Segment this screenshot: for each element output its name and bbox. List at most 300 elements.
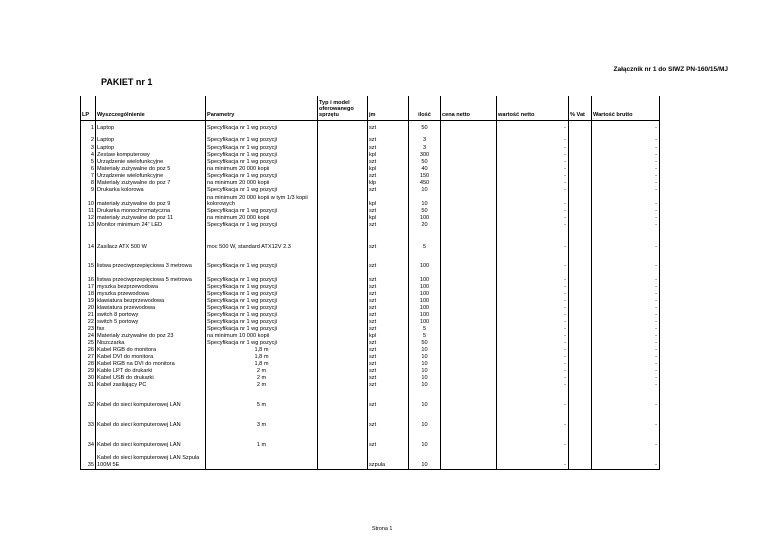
row-unit: szt <box>368 291 409 298</box>
row-net-value: - <box>497 333 569 340</box>
row-gross-value: - <box>592 194 660 208</box>
row-name: myszka przewodowa <box>96 291 206 298</box>
table-row <box>81 194 660 208</box>
row-product <box>318 368 368 375</box>
row-product <box>318 270 368 284</box>
row-qty: 100 <box>409 284 441 291</box>
row-params <box>206 449 318 469</box>
row-product <box>318 144 368 152</box>
table-row <box>81 319 660 326</box>
row-product <box>318 187 368 194</box>
row-net-value: - <box>497 229 569 251</box>
row-lp: 26 <box>81 347 96 354</box>
row-net-price <box>441 312 497 319</box>
row-net-price <box>441 180 497 187</box>
row-name: Zestaw komputerowy <box>96 152 206 159</box>
row-net-price <box>441 120 497 132</box>
table-row <box>81 166 660 173</box>
row-product <box>318 333 368 340</box>
row-qty: 10 <box>409 347 441 354</box>
row-product <box>318 166 368 173</box>
row-params: Specyfikacja nr 1 wg pozycji <box>206 326 318 333</box>
table-row <box>81 449 660 469</box>
row-qty: 100 <box>409 312 441 319</box>
row-qty: 10 <box>409 194 441 208</box>
table-row <box>81 159 660 166</box>
row-product <box>318 429 368 449</box>
row-product <box>318 132 368 144</box>
row-net-value: - <box>497 375 569 382</box>
row-vat <box>569 166 592 173</box>
row-product <box>318 215 368 222</box>
row-name: Urządzenie wielofunkcyjne <box>96 173 206 180</box>
row-unit: szt <box>368 159 409 166</box>
row-net-value: - <box>497 251 569 270</box>
row-params: 3 m <box>206 409 318 429</box>
row-net-price <box>441 194 497 208</box>
row-vat <box>569 389 592 409</box>
row-qty: 10 <box>409 368 441 375</box>
row-net-value: - <box>497 340 569 347</box>
row-net-price <box>441 389 497 409</box>
row-unit: klp <box>368 180 409 187</box>
row-name: Laptop <box>96 144 206 152</box>
table-row <box>81 215 660 222</box>
row-net-value: - <box>497 409 569 429</box>
row-unit: kpl <box>368 194 409 208</box>
row-net-value: - <box>497 361 569 368</box>
row-net-value: - <box>497 152 569 159</box>
row-net-value: - <box>497 222 569 229</box>
table-row <box>81 354 660 361</box>
row-net-price <box>441 222 497 229</box>
col-lp: LP <box>81 96 96 120</box>
row-name: Kabel USB do drukarki <box>96 375 206 382</box>
row-unit: szt <box>368 120 409 132</box>
table-row <box>81 340 660 347</box>
row-params: 2 m <box>206 382 318 389</box>
row-gross-value: - <box>592 354 660 361</box>
row-net-value: - <box>497 187 569 194</box>
row-name: myszka bezprzewodowa <box>96 284 206 291</box>
row-unit: kpl <box>368 152 409 159</box>
row-product <box>318 298 368 305</box>
row-lp: 7 <box>81 173 96 180</box>
row-lp: 34 <box>81 429 96 449</box>
row-vat <box>569 298 592 305</box>
row-net-value: - <box>497 389 569 409</box>
row-lp: 13 <box>81 222 96 229</box>
row-lp: 29 <box>81 368 96 375</box>
row-net-value: - <box>497 298 569 305</box>
row-product <box>318 382 368 389</box>
table-row <box>81 187 660 194</box>
table-row <box>81 312 660 319</box>
row-vat <box>569 354 592 361</box>
table-row <box>81 429 660 449</box>
row-net-value: - <box>497 159 569 166</box>
row-qty: 5 <box>409 229 441 251</box>
row-name: Laptop <box>96 132 206 144</box>
row-product <box>318 284 368 291</box>
row-lp: 2 <box>81 132 96 144</box>
row-net-value: - <box>497 319 569 326</box>
row-params: moc 500 W, standard ATX12V 2.3 <box>206 229 318 251</box>
row-lp: 23 <box>81 326 96 333</box>
row-qty: 10 <box>409 429 441 449</box>
row-params: Specyfikacja nr 1 wg pozycji <box>206 152 318 159</box>
row-lp: 35 <box>81 449 96 469</box>
row-net-value: - <box>497 144 569 152</box>
table-row <box>81 347 660 354</box>
row-net-value: - <box>497 312 569 319</box>
row-params: 2 m <box>206 368 318 375</box>
row-params: na minimum 10 000 kopii <box>206 333 318 340</box>
row-product <box>318 159 368 166</box>
row-vat <box>569 347 592 354</box>
row-qty: 100 <box>409 215 441 222</box>
table-row <box>81 382 660 389</box>
row-product <box>318 229 368 251</box>
row-gross-value: - <box>592 144 660 152</box>
row-qty: 10 <box>409 389 441 409</box>
row-params: Specyfikacja nr 1 wg pozycji <box>206 144 318 152</box>
row-product <box>318 326 368 333</box>
row-net-price <box>441 229 497 251</box>
row-product <box>318 409 368 429</box>
table-row <box>81 326 660 333</box>
row-vat <box>569 361 592 368</box>
row-vat <box>569 270 592 284</box>
row-qty: 100 <box>409 305 441 312</box>
row-net-value: - <box>497 305 569 312</box>
row-qty: 50 <box>409 208 441 215</box>
row-params: Specyfikacja nr 1 wg pozycji <box>206 132 318 144</box>
row-qty: 10 <box>409 382 441 389</box>
row-product <box>318 251 368 270</box>
table-row <box>81 361 660 368</box>
row-vat <box>569 333 592 340</box>
row-qty: 10 <box>409 361 441 368</box>
row-gross-value: - <box>592 319 660 326</box>
row-lp: 1 <box>81 120 96 132</box>
row-qty: 10 <box>409 375 441 382</box>
row-unit: szt <box>368 312 409 319</box>
col-qty: ilość <box>409 96 441 120</box>
row-unit: szt <box>368 347 409 354</box>
row-params: Specyfikacja nr 1 wg pozycji <box>206 173 318 180</box>
row-gross-value: - <box>592 312 660 319</box>
row-net-price <box>441 368 497 375</box>
row-net-value: - <box>497 382 569 389</box>
row-product <box>318 173 368 180</box>
table-row <box>81 132 660 144</box>
row-gross-value: - <box>592 291 660 298</box>
row-lp: 17 <box>81 284 96 291</box>
row-qty: 150 <box>409 173 441 180</box>
row-gross-value: - <box>592 361 660 368</box>
row-net-price <box>441 347 497 354</box>
row-params: Specyfikacja nr 1 wg pozycji <box>206 298 318 305</box>
row-qty: 100 <box>409 251 441 270</box>
row-vat <box>569 152 592 159</box>
row-lp: 22 <box>81 319 96 326</box>
row-gross-value: - <box>592 208 660 215</box>
row-net-price <box>441 319 497 326</box>
row-lp: 15 <box>81 251 96 270</box>
row-product <box>318 152 368 159</box>
row-unit: szt <box>368 319 409 326</box>
col-vat: % Vat <box>569 96 592 120</box>
row-qty: 3 <box>409 132 441 144</box>
row-gross-value: - <box>592 187 660 194</box>
row-params: na minimum 20 000 kopii <box>206 180 318 187</box>
row-lp: 21 <box>81 312 96 319</box>
row-vat <box>569 409 592 429</box>
row-params: 1,8 m <box>206 347 318 354</box>
row-net-price <box>441 298 497 305</box>
row-net-price <box>441 152 497 159</box>
row-lp: 16 <box>81 270 96 284</box>
row-product <box>318 291 368 298</box>
row-vat <box>569 132 592 144</box>
row-product <box>318 389 368 409</box>
row-name: Kabel RGB na DVI do monitora <box>96 361 206 368</box>
row-params: Specyfikacja nr 1 wg pozycji <box>206 312 318 319</box>
row-product <box>318 222 368 229</box>
items-table <box>80 96 660 470</box>
row-qty: 100 <box>409 270 441 284</box>
row-qty: 450 <box>409 180 441 187</box>
row-gross-value: - <box>592 222 660 229</box>
row-product <box>318 375 368 382</box>
row-lp: 14 <box>81 229 96 251</box>
table-row <box>81 251 660 270</box>
row-name: Materiały zużywalne do poz 5 <box>96 166 206 173</box>
row-gross-value: - <box>592 298 660 305</box>
row-params: Specyfikacja nr 1 wg pozycji <box>206 284 318 291</box>
row-net-value: - <box>497 194 569 208</box>
table-row <box>81 120 660 132</box>
row-unit: szt <box>368 305 409 312</box>
row-net-price <box>441 173 497 180</box>
row-qty: 10 <box>409 449 441 469</box>
row-qty: 100 <box>409 291 441 298</box>
table-row <box>81 389 660 409</box>
row-net-value: - <box>497 208 569 215</box>
row-lp: 27 <box>81 354 96 361</box>
row-product <box>318 180 368 187</box>
table-body <box>81 120 660 469</box>
row-name: Kabel RGB do monitora <box>96 347 206 354</box>
row-qty: 10 <box>409 354 441 361</box>
row-name: Kabel DVI do monitora <box>96 354 206 361</box>
row-vat <box>569 382 592 389</box>
row-net-price <box>441 305 497 312</box>
row-gross-value: - <box>592 340 660 347</box>
row-net-value: - <box>497 215 569 222</box>
row-product <box>318 354 368 361</box>
row-net-price <box>441 132 497 144</box>
row-unit: szt <box>368 208 409 215</box>
row-params: Specyfikacja nr 1 wg pozycji <box>206 291 318 298</box>
row-lp: 12 <box>81 215 96 222</box>
row-net-price <box>441 144 497 152</box>
row-gross-value: - <box>592 347 660 354</box>
row-net-price <box>441 361 497 368</box>
row-product <box>318 120 368 132</box>
row-gross-value: - <box>592 449 660 469</box>
row-name: Urządzenie wielofunkcyjne <box>96 159 206 166</box>
table-header-row <box>81 96 660 120</box>
row-unit: szt <box>368 187 409 194</box>
row-name: materiały zużywalne do poz 9 <box>96 194 206 208</box>
row-lp: 18 <box>81 291 96 298</box>
row-lp: 33 <box>81 409 96 429</box>
table-row <box>81 409 660 429</box>
row-product <box>318 449 368 469</box>
row-net-price <box>441 375 497 382</box>
row-unit: szt <box>368 173 409 180</box>
row-vat <box>569 120 592 132</box>
row-params: Specyfikacja nr 1 wg pozycji <box>206 340 318 347</box>
row-lp: 4 <box>81 152 96 159</box>
row-params: Specyfikacja nr 1 wg pozycji <box>206 120 318 132</box>
row-gross-value: - <box>592 120 660 132</box>
row-gross-value: - <box>592 215 660 222</box>
row-qty: 3 <box>409 144 441 152</box>
row-gross-value: - <box>592 429 660 449</box>
table-row <box>81 208 660 215</box>
row-name: Kabel zasilający PC <box>96 382 206 389</box>
row-params: 1,8 m <box>206 361 318 368</box>
row-qty: 10 <box>409 187 441 194</box>
row-name: switch 5 portowy <box>96 319 206 326</box>
row-name: Laptop <box>96 120 206 132</box>
row-net-price <box>441 251 497 270</box>
row-lp: 19 <box>81 298 96 305</box>
table-row <box>81 180 660 187</box>
table-row <box>81 229 660 251</box>
page-number: Strona 1 <box>372 526 393 532</box>
row-gross-value: - <box>592 375 660 382</box>
row-vat <box>569 305 592 312</box>
row-name: Drukarka kolorowa <box>96 187 206 194</box>
row-lp: 28 <box>81 361 96 368</box>
row-net-price <box>441 208 497 215</box>
row-params: 1 m <box>206 429 318 449</box>
row-gross-value: - <box>592 180 660 187</box>
row-product <box>318 347 368 354</box>
col-net-value: wartość netto <box>497 96 569 120</box>
row-gross-value: - <box>592 166 660 173</box>
row-name: klawiatura bezprzewodowa <box>96 298 206 305</box>
row-params: Specyfikacja nr 1 wg pozycji <box>206 222 318 229</box>
row-vat <box>569 208 592 215</box>
row-unit: szt <box>368 382 409 389</box>
table-row <box>81 291 660 298</box>
row-net-value: - <box>497 180 569 187</box>
row-name: Kabel do sieci komputerowej LAN <box>96 409 206 429</box>
row-lp: 8 <box>81 180 96 187</box>
row-params: Specyfikacja nr 1 wg pozycji <box>206 305 318 312</box>
row-net-price <box>441 333 497 340</box>
row-net-price <box>441 340 497 347</box>
row-unit: szpula <box>368 449 409 469</box>
col-name: Wyszczególnienie <box>96 96 206 120</box>
row-net-price <box>441 449 497 469</box>
table-row <box>81 173 660 180</box>
row-name: Kabel do sieci komputerowej LAN Szpula 100M 5E <box>96 449 206 469</box>
row-unit: szt <box>368 229 409 251</box>
row-name: listwa przeciwprzepięciowa 3 metrowa <box>96 251 206 270</box>
row-unit: szt <box>368 270 409 284</box>
row-lp: 32 <box>81 389 96 409</box>
row-params: Specyfikacja nr 1 wg pozycji <box>206 159 318 166</box>
row-net-value: - <box>497 173 569 180</box>
row-net-value: - <box>497 270 569 284</box>
row-params: na minimum 20 000 kopii w tym 1/3 kopii kolorowych <box>206 194 318 208</box>
row-net-value: - <box>497 449 569 469</box>
row-gross-value: - <box>592 270 660 284</box>
row-qty: 10 <box>409 409 441 429</box>
row-net-value: - <box>497 354 569 361</box>
row-vat <box>569 326 592 333</box>
row-name: Drukarka monochromatyczna <box>96 208 206 215</box>
row-qty: 100 <box>409 319 441 326</box>
row-product <box>318 312 368 319</box>
row-product <box>318 340 368 347</box>
row-lp: 6 <box>81 166 96 173</box>
row-net-price <box>441 409 497 429</box>
row-vat <box>569 215 592 222</box>
row-vat <box>569 312 592 319</box>
row-gross-value: - <box>592 173 660 180</box>
row-qty: 5 <box>409 333 441 340</box>
row-unit: kpl <box>368 215 409 222</box>
row-net-price <box>441 429 497 449</box>
row-params: 5 m <box>206 389 318 409</box>
row-name: Kable LPT do drukarki <box>96 368 206 375</box>
row-unit: szt <box>368 132 409 144</box>
table-row <box>81 152 660 159</box>
row-unit: szt <box>368 222 409 229</box>
col-gross-value: Wartość brutto <box>592 96 660 120</box>
table-row <box>81 222 660 229</box>
row-gross-value: - <box>592 305 660 312</box>
col-product: Typ i model oferowanego sprzętu <box>318 96 368 120</box>
row-net-value: - <box>497 347 569 354</box>
row-gross-value: - <box>592 333 660 340</box>
row-net-value: - <box>497 132 569 144</box>
row-vat <box>569 368 592 375</box>
row-gross-value: - <box>592 152 660 159</box>
row-net-price <box>441 326 497 333</box>
row-net-price <box>441 159 497 166</box>
row-params: Specyfikacja nr 1 wg pozycji <box>206 251 318 270</box>
table-row <box>81 368 660 375</box>
row-net-value: - <box>497 429 569 449</box>
row-unit: szt <box>368 298 409 305</box>
table-row <box>81 284 660 291</box>
table-row <box>81 298 660 305</box>
row-lp: 20 <box>81 305 96 312</box>
package-title: PAKIET nr 1 <box>101 77 153 87</box>
row-vat <box>569 291 592 298</box>
row-lp: 11 <box>81 208 96 215</box>
row-unit: szt <box>368 409 409 429</box>
row-unit: szt <box>368 144 409 152</box>
